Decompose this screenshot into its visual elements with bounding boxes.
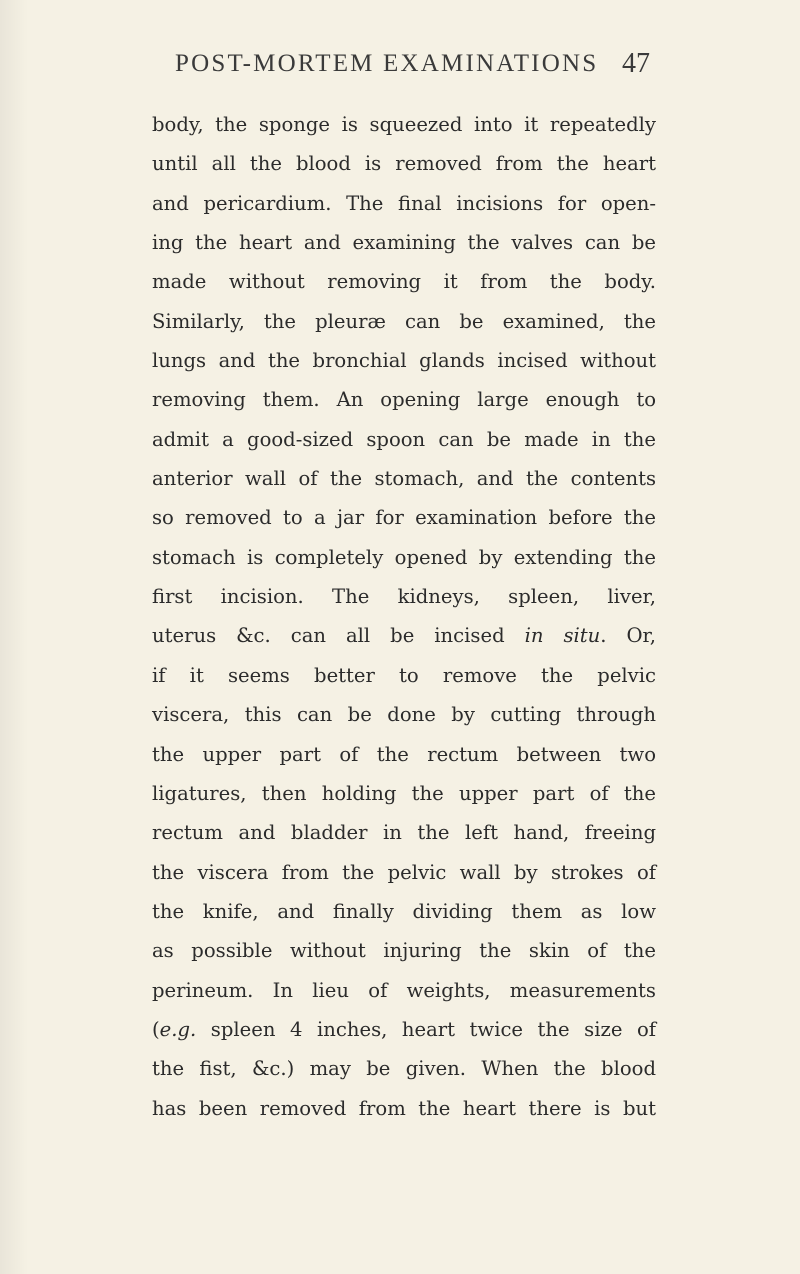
text-line: the upper part of the rectum between two (152, 742, 656, 766)
page-number: 47 (622, 48, 650, 79)
body-text (152, 105, 656, 1128)
running-header (175, 50, 650, 86)
text-line: viscera, this can be done by cutting through (152, 703, 656, 727)
running-title: POST-MORTEM EXAMINATIONS (175, 50, 599, 77)
text-line: stomach is completely opened by extending the (152, 545, 656, 569)
text-line: so removed to a jar for examination before the (152, 506, 656, 530)
text-line: anterior wall of the stomach, and the contents (152, 467, 656, 491)
text-line: the viscera from the pelvic wall by strokes of (152, 860, 656, 884)
text-line: (e.g. spleen 4 inches, heart twice the size of (152, 1017, 656, 1041)
text-line: ing the heart and examining the valves can be (152, 231, 656, 255)
text-line: rectum and bladder in the left hand, freeing (152, 821, 656, 845)
text-line: ligatures, then holding the upper part of the (152, 781, 656, 805)
text-line: and pericardium. The final incisions for open- (152, 191, 656, 215)
text-line: until all the blood is removed from the heart (152, 152, 656, 176)
text-line: the fist, &c.) may be given. When the blood (152, 1057, 656, 1081)
text-line: removing them. An opening large enough to (152, 388, 656, 412)
text-line: if it seems better to remove the pelvic (152, 663, 656, 687)
text-line: admit a good-sized spoon can be made in the (152, 427, 656, 451)
text-line: has been removed from the heart there is but (152, 1096, 656, 1120)
text-line: Similarly, the pleuræ can be examined, the (152, 309, 656, 333)
text-line: made without removing it from the body. (152, 270, 656, 294)
italic-phrase: e.g. (159, 1017, 197, 1041)
text-line: the knife, and finally dividing them as low (152, 899, 656, 923)
text-line: perineum. In lieu of weights, measurements (152, 978, 656, 1002)
text-line: as possible without injuring the skin of the (152, 939, 656, 963)
text-line: lungs and the bronchial glands incised without (152, 349, 656, 373)
italic-phrase: in situ (524, 624, 601, 648)
text-line: body, the sponge is squeezed into it repeatedly (152, 113, 656, 136)
text-line: uterus &c. can all be incised in situ. Or, (152, 624, 656, 648)
text-line: first incision. The kidneys, spleen, liver, (152, 585, 656, 609)
page-gutter-shadow (0, 0, 28, 1274)
